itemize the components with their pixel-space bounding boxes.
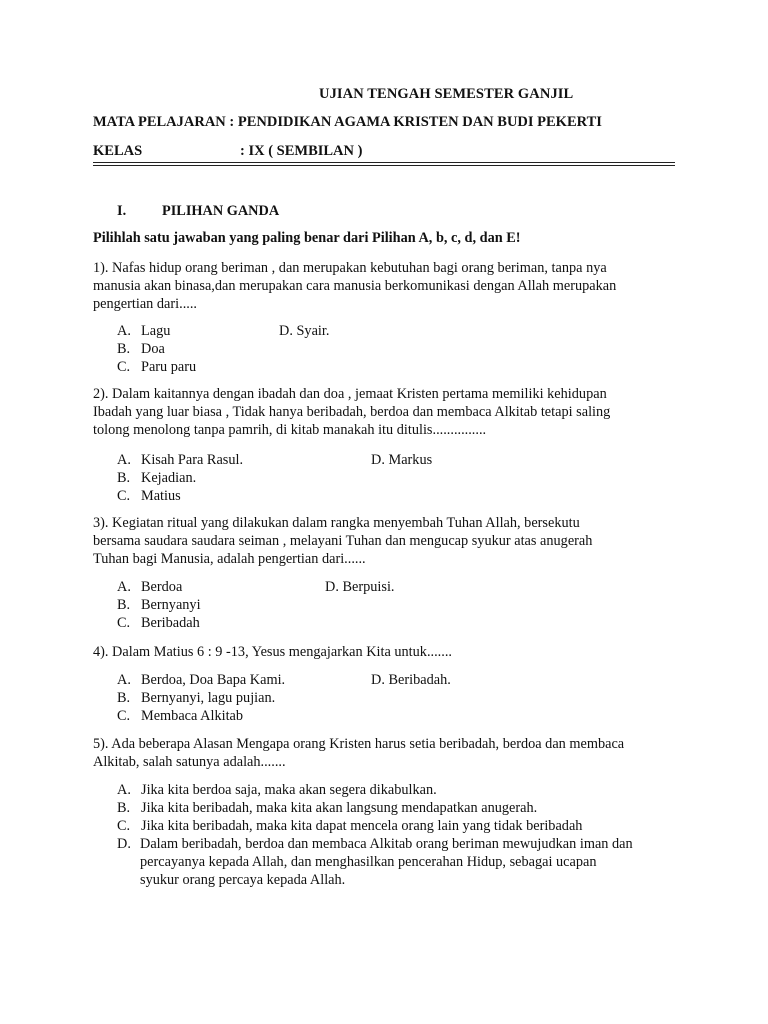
question-text-line: 4). Dalam Matius 6 : 9 -13, Yesus mengajarkan Kita untuk....... [93, 644, 452, 660]
question-1 [93, 259, 683, 313]
option-letter: D. [279, 323, 293, 339]
option-d[interactable] [325, 578, 395, 596]
option-letter: A. [117, 579, 131, 595]
question-5 [93, 735, 683, 771]
question-text-line: 1). Nafas hidup orang beriman , dan merupakan kebutuhan bagi orang beriman, tanpa nya [93, 260, 607, 276]
option-b[interactable] [117, 689, 275, 707]
option-text: Matius [141, 488, 181, 504]
option-letter: B. [117, 800, 131, 816]
option-b[interactable] [117, 340, 165, 358]
option-c[interactable] [117, 358, 196, 376]
option-letter: A. [117, 782, 131, 798]
option-a[interactable] [117, 671, 285, 689]
option-a[interactable] [117, 578, 182, 596]
question-text-line: 5). Ada beberapa Alasan Mengapa orang Kristen harus setia beribadah, berdoa dan membaca [93, 736, 625, 752]
option-letter: B. [117, 341, 131, 357]
option-letter: C. [117, 708, 131, 724]
class-label: KELAS [93, 143, 143, 159]
option-c[interactable] [117, 707, 243, 725]
question-text-line: bersama saudara saudara seiman , melayani Tuhan dan mengucap syukur atas anugerah [93, 533, 593, 549]
header-divider-top [93, 162, 675, 163]
option-text: Berdoa [141, 579, 183, 595]
section-instruction: Pilihlah satu jawaban yang paling benar dari Pilihan A, b, c, d, dan E! [93, 230, 521, 246]
question-3 [93, 514, 683, 568]
option-a[interactable] [117, 781, 437, 799]
question-text-line: 2). Dalam kaitannya dengan ibadah dan doa , jemaat Kristen pertama memiliki kehidupan [93, 386, 607, 402]
option-b[interactable] [117, 596, 201, 614]
question-text-line: tolong menolong tanpa pamrih, di kitab manakah itu ditulis............... [93, 422, 487, 438]
option-text: Berpuisi. [342, 579, 395, 595]
option-letter: D. [117, 836, 131, 852]
option-text: Doa [141, 341, 165, 357]
section-number: I. [117, 203, 127, 219]
option-text: Beribadah [141, 615, 200, 631]
option-letter: A. [117, 672, 131, 688]
option-c[interactable] [117, 614, 200, 632]
option-a[interactable] [117, 451, 243, 469]
question-4 [93, 643, 683, 661]
question-text-line: manusia akan binasa,dan merupakan cara manusia berkomunikasi dengan Allah merupakan [93, 278, 617, 294]
option-text: Kisah Para Rasul. [141, 452, 244, 468]
subject-line: MATA PELAJARAN : PENDIDIKAN AGAMA KRISTEN DAN BUDI PEKERTI [93, 114, 602, 130]
question-text-line: 3). Kegiatan ritual yang dilakukan dalam rangka menyembah Tuhan Allah, bersekutu [93, 515, 580, 531]
option-a[interactable] [117, 322, 170, 340]
option-letter: B. [117, 470, 131, 486]
option-d[interactable] [279, 322, 329, 340]
option-text: Syair. [296, 323, 330, 339]
option-text-line: Dalam beribadah, berdoa dan membaca Alkitab orang beriman mewujudkan iman dan [140, 836, 633, 852]
option-letter: C. [117, 615, 131, 631]
option-letter: C. [117, 818, 131, 834]
option-letter: C. [117, 359, 131, 375]
option-text: Berdoa, Doa Bapa Kami. [141, 672, 286, 688]
question-2 [93, 385, 683, 439]
option-text: Jika kita beribadah, maka kita dapat mencela orang lain yang tidak beribadah [141, 818, 583, 834]
exam-title: UJIAN TENGAH SEMESTER GANJIL [319, 86, 574, 102]
option-letter: B. [117, 597, 131, 613]
section-title: PILIHAN GANDA [162, 203, 280, 219]
option-text-line: syukur orang percaya kepada Allah. [140, 872, 346, 888]
option-letter: A. [117, 452, 131, 468]
header-divider-bottom [93, 165, 675, 166]
option-b[interactable] [117, 469, 196, 487]
option-text: Bernyanyi, lagu pujian. [141, 690, 276, 706]
option-text: Paru paru [141, 359, 197, 375]
option-letter: D. [325, 579, 339, 595]
option-text: Markus [388, 452, 433, 468]
class-value: : IX ( SEMBILAN ) [240, 143, 363, 159]
option-text: Lagu [141, 323, 171, 339]
option-letter: D. [371, 672, 385, 688]
option-text: Kejadian. [141, 470, 197, 486]
option-letter: A. [117, 323, 131, 339]
question-text-line: Alkitab, salah satunya adalah....... [93, 754, 286, 770]
option-letter: B. [117, 690, 131, 706]
option-b[interactable] [117, 799, 537, 817]
option-text: Bernyanyi [141, 597, 201, 613]
question-text-line: pengertian dari..... [93, 296, 198, 312]
question-text-line: Ibadah yang luar biasa , Tidak hanya beribadah, berdoa dan membaca Alkitab tetapi saling [93, 404, 611, 420]
option-text: Beribadah. [388, 672, 451, 688]
option-c[interactable] [117, 487, 181, 505]
question-text-line: Tuhan bagi Manusia, adalah pengertian dari...... [93, 551, 366, 567]
option-text: Membaca Alkitab [141, 708, 244, 724]
option-d[interactable] [371, 671, 451, 689]
option-text: Jika kita berdoa saja, maka akan segera dikabulkan. [141, 782, 437, 798]
option-text: Jika kita beribadah, maka kita akan langsung mendapatkan anugerah. [141, 800, 538, 816]
option-text-line: percayanya kepada Allah, dan menghasilkan pencerahan Hidup, sebagai ucapan [140, 854, 597, 870]
option-d[interactable] [371, 451, 432, 469]
option-c[interactable] [117, 817, 582, 835]
option-letter: D. [371, 452, 385, 468]
option-letter: C. [117, 488, 131, 504]
